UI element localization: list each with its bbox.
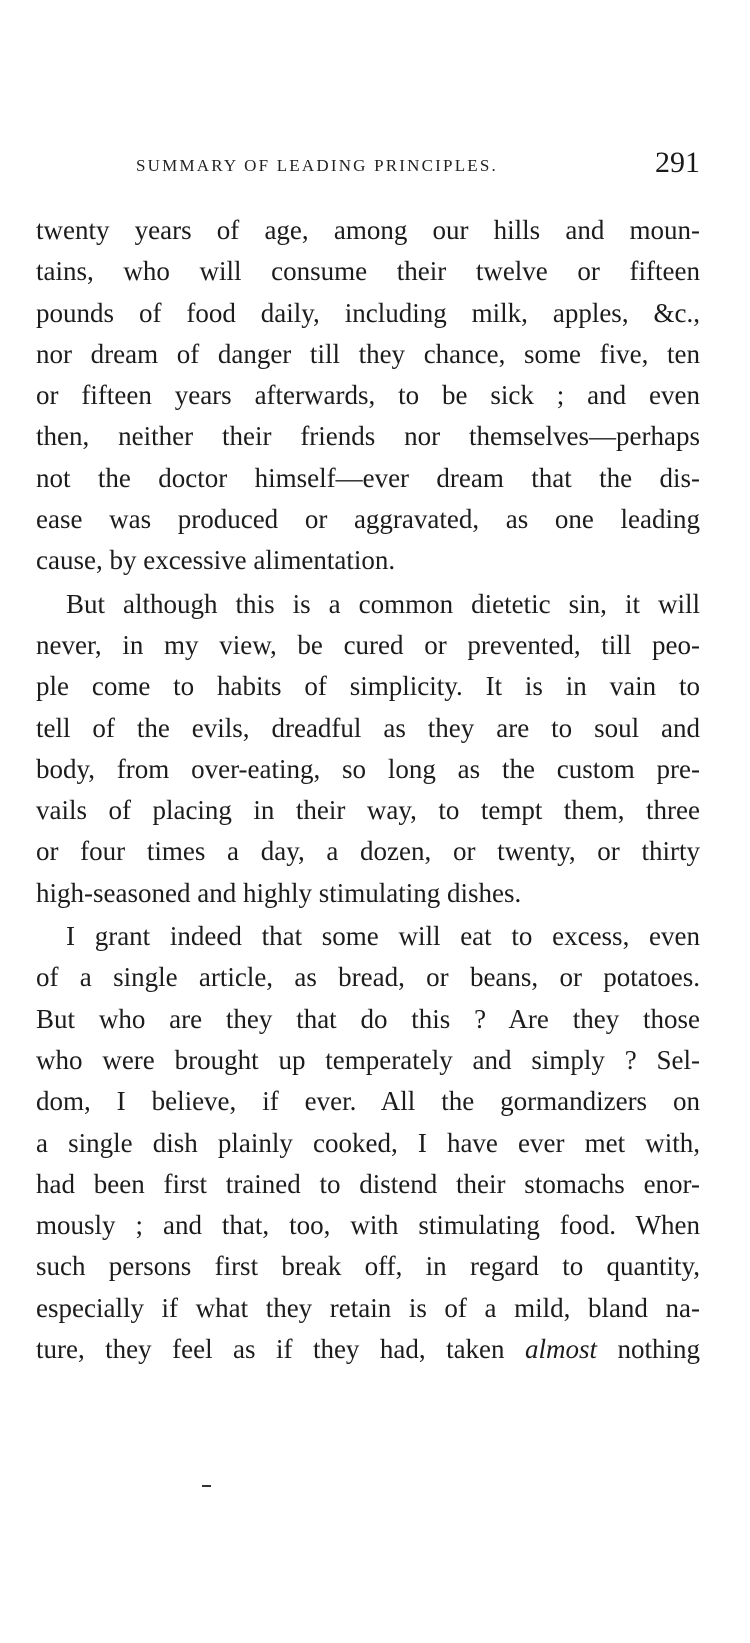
text-line: not the doctor himself—ever dream that the dis- (36, 462, 700, 493)
text-line: ple come to habits of simplicity. It is in vain to (36, 671, 700, 702)
paragraph-1 (36, 210, 700, 582)
paragraph-2 (36, 584, 700, 914)
text-line: of a single article, as bread, or beans, or potatoes. (36, 962, 700, 993)
text-line: twenty years of age, among our hills and moun- (36, 215, 700, 245)
text-line: tains, who will consume their twelve or fifteen (36, 256, 700, 287)
running-title: SUMMARY OF LEADING PRINCIPLES. (136, 156, 498, 175)
text-line: But who are they that do this ? Are they those (36, 1003, 700, 1034)
text-line: I grant indeed that some will eat to excess, even (66, 921, 700, 952)
text-line: dom, I believe, if ever. All the gormandizers on (36, 1086, 700, 1117)
text-line: body, from over-eating, so long as the custom pre- (36, 753, 700, 784)
text-line: tell of the evils, dreadful as they are to soul and (36, 712, 700, 743)
text-line: who were brought up temperately and simply ? Sel- (36, 1044, 700, 1075)
text-line: ease was produced or aggravated, as one leading (36, 504, 700, 535)
text-line-final (36, 1329, 700, 1370)
text-segment: nothing (597, 1334, 700, 1365)
text-line: or fifteen years afterwards, to be sick ; and even (36, 380, 700, 411)
text-line: a single dish plainly cooked, I have ever met with, (36, 1127, 700, 1158)
text-line: nor dream of danger till they chance, some five, ten (36, 338, 700, 369)
text-line: cause, by excessive alimentation. (36, 545, 396, 576)
running-head (36, 146, 700, 190)
italic-word: almost (525, 1334, 598, 1365)
ink-speck (202, 1485, 211, 1487)
body-text (36, 210, 700, 1372)
page-number: 291 (655, 146, 700, 179)
text-line: or four times a day, a dozen, or twenty, or thirty (36, 836, 700, 867)
text-line: especially if what they retain is of a mild, bland na- (36, 1292, 700, 1323)
paragraph-3 (36, 916, 700, 1370)
text-line: such persons first break off, in regard to quantity, (36, 1251, 700, 1282)
text-line: high-seasoned and highly stimulating dishes. (36, 877, 522, 908)
text-line: mously ; and that, too, with stimulating food. When (36, 1210, 700, 1241)
text-line: never, in my view, be cured or prevented, till peo- (36, 629, 700, 660)
text-segment: ture, they feel as if they had, taken (36, 1334, 525, 1365)
text-line: But although this is a common dietetic sin, it will (66, 588, 700, 619)
text-line: pounds of food daily, including milk, apples, &c., (36, 297, 700, 328)
text-line: then, neither their friends nor themselves—perhaps (36, 421, 700, 452)
text-line: had been first trained to distend their stomachs enor- (36, 1168, 700, 1199)
text-line: vails of placing in their way, to tempt them, three (36, 795, 700, 826)
